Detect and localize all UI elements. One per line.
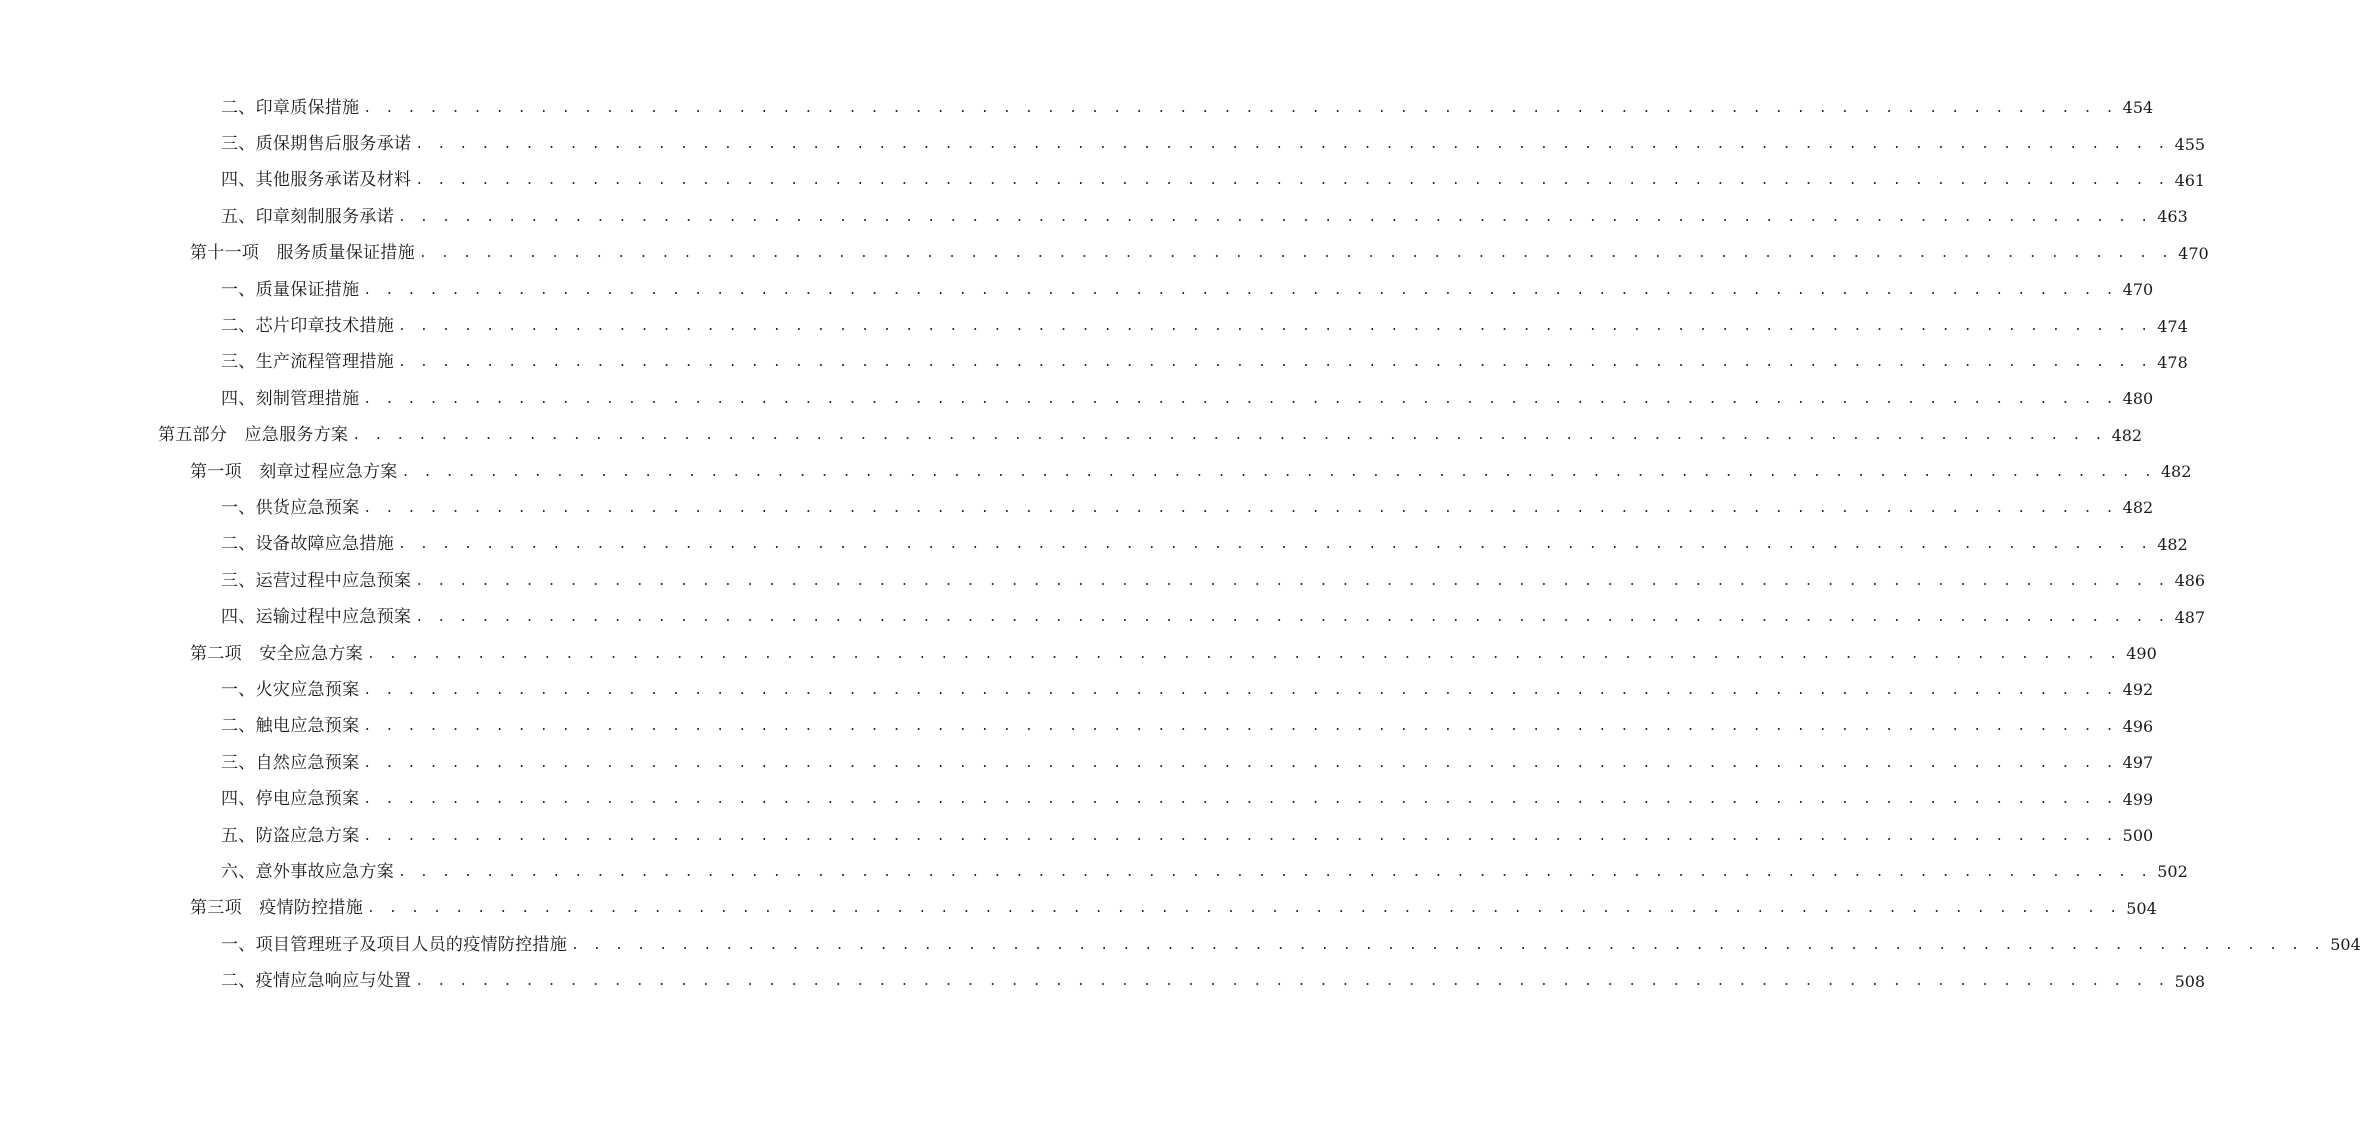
toc-entry-page-number: 461 [2174,170,2206,190]
toc-entry-page-number: 497 [2122,753,2154,773]
toc-entry[interactable] [0,781,2154,817]
toc-entry[interactable] [0,454,2192,490]
toc-dot-leader: . . . . . . . . . . . . . . . . . . . . . . . . . . . . . . . . . . . . . . . . . . . . . . . . . . . . . . . . . . . . . . . . . . . . . . . . . . . . . . . . [398,355,2152,371]
toc-entry-page-number: 499 [2122,789,2154,809]
toc-entry-title: 四、运输过程中应急预案 [221,607,412,628]
toc-dot-leader: . . . . . . . . . . . . . . . . . . . . . . . . . . . . . . . . . . . . . . . . . . . . . . . . . . . . . . . . . . . . . . . . . . . . . . . . . . . . . . . . [367,901,2121,917]
toc-entry-title: 四、刻制管理措施 [221,388,360,409]
toc-entry-page-number: 454 [2122,98,2154,118]
toc-entry-title: 二、触电应急预案 [221,716,360,737]
toc-entry-title: 五、印章刻制服务承诺 [221,206,394,227]
toc-entry-title: 四、停电应急预案 [221,789,360,810]
toc-entry-page-number: 500 [2122,826,2154,845]
toc-dot-leader: . . . . . . . . . . . . . . . . . . . . . . . . . . . . . . . . . . . . . . . . . . . . . . . . . . . . . . . . . . . . . . . . . . . . . . . . . . . . . . . . [363,828,2117,844]
toc-entry-title: 三、运营过程中应急预案 [221,570,412,591]
toc-entry[interactable] [0,963,2206,999]
toc-dot-leader: . . . . . . . . . . . . . . . . . . . . . . . . . . . . . . . . . . . . . . . . . . . . . . . . . . . . . . . . . . . . . . . . . . . . . . . . . . . . . . . . [363,282,2117,298]
toc-entry-title: 三、自然应急预案 [221,752,360,773]
toc-entry[interactable] [0,126,2206,162]
toc-dot-leader: . . . . . . . . . . . . . . . . . . . . . . . . . . . . . . . . . . . . . . . . . . . . . . . . . . . . . . . . . . . . . . . . . . . . . . . . . . . . . . . . [398,537,2152,553]
toc-entry-page-number: 480 [2122,389,2154,409]
toc-entry-title: 一、质量保证措施 [221,279,360,300]
toc-entry-page-number: 463 [2157,207,2188,227]
toc-entry[interactable] [0,345,2188,381]
toc-entry-title: 二、印章质保措施 [221,97,360,118]
toc-entry-title: 三、生产流程管理措施 [221,352,394,373]
toc-entry-title: 第二项 安全应急方案 [190,643,363,664]
toc-entry-title: 二、疫情应急响应与处置 [221,971,412,992]
toc-entry-page-number: 482 [2157,534,2188,554]
toc-entry-title: 五、防盗应急方案 [221,825,360,846]
toc-entry-page-number: 474 [2157,316,2188,336]
toc-entry-page-number: 482 [2160,462,2192,482]
toc-dot-leader: . . . . . . . . . . . . . . . . . . . . . . . . . . . . . . . . . . . . . . . . . . . . . . . . . . . . . . . . . . . . . . . . . . . . . . . . . . . . . . . . [415,173,2169,189]
toc-entry[interactable] [0,236,2209,272]
toc-dot-leader: . . . . . . . . . . . . . . . . . . . . . . . . . . . . . . . . . . . . . . . . . . . . . . . . . . . . . . . . . . . . . . . . . . . . . . . . . . . . . . . . [363,391,2117,407]
toc-dot-leader: . . . . . . . . . . . . . . . . . . . . . . . . . . . . . . . . . . . . . . . . . . . . . . . . . . . . . . . . . . . . . . . . . . . . . . . . . . . . . . . . [415,137,2169,153]
toc-entry[interactable] [0,418,2143,454]
toc-entry[interactable] [0,599,2206,635]
toc-entry[interactable] [0,709,2154,745]
toc-entry-page-number: 502 [2157,862,2188,882]
toc-entry-title: 一、供货应急预案 [221,497,360,518]
toc-entry[interactable] [0,854,2188,890]
toc-entry-page-number: 486 [2174,571,2206,591]
toc-dot-leader: . . . . . . . . . . . . . . . . . . . . . . . . . . . . . . . . . . . . . . . . . . . . . . . . . . . . . . . . . . . . . . . . . . . . . . . . . . . . . . . . [398,319,2152,335]
toc-entry-title: 第十一项 服务质量保证措施 [190,243,415,264]
toc-entry-page-number: 496 [2122,716,2154,736]
toc-dot-leader: . . . . . . . . . . . . . . . . . . . . . . . . . . . . . . . . . . . . . . . . . . . . . . . . . . . . . . . . . . . . . . . . . . . . . . . . . . . . . . . . [418,246,2173,262]
toc-dot-leader: . . . . . . . . . . . . . . . . . . . . . . . . . . . . . . . . . . . . . . . . . . . . . . . . . . . . . . . . . . . . . . . . . . . . . . . . . . . . . . . . [367,646,2121,662]
toc-entry[interactable] [0,672,2154,708]
toc-entry[interactable] [0,527,2188,563]
toc-entry-title: 一、火灾应急预案 [221,679,360,700]
toc-entry-page-number: 482 [2111,425,2143,445]
toc-entry-page-number: 487 [2174,607,2206,627]
toc-entry-title: 六、意外事故应急方案 [221,861,394,882]
toc-dot-leader: . . . . . . . . . . . . . . . . . . . . . . . . . . . . . . . . . . . . . . . . . . . . . . . . . . . . . . . . . . . . . . . . . . . . . . . . . . . . . . . . [363,755,2117,771]
toc-entry[interactable] [0,308,2188,344]
toc-entry-page-number: 508 [2174,971,2206,991]
toc-entry-title: 三、质保期售后服务承诺 [221,134,412,155]
toc-entry[interactable] [0,927,2361,963]
toc-entry-page-number: 470 [2122,280,2154,300]
toc-dot-leader: . . . . . . . . . . . . . . . . . . . . . . . . . . . . . . . . . . . . . . . . . . . . . . . . . . . . . . . . . . . . . . . . . . . . . . . . . . . . . . . . [363,719,2117,735]
toc-entry-page-number: 455 [2174,134,2206,154]
toc-dot-leader: . . . . . . . . . . . . . . . . . . . . . . . . . . . . . . . . . . . . . . . . . . . . . . . . . . . . . . . . . . . . . . . . . . . . . . . . . . . . . . . . [571,937,2325,953]
table-of-contents [0,90,2361,1000]
toc-entry[interactable] [0,563,2206,599]
toc-entry[interactable] [0,818,2154,854]
toc-dot-leader: . . . . . . . . . . . . . . . . . . . . . . . . . . . . . . . . . . . . . . . . . . . . . . . . . . . . . . . . . . . . . . . . . . . . . . . . . . . . . . . . [398,864,2152,880]
toc-dot-leader: . . . . . . . . . . . . . . . . . . . . . . . . . . . . . . . . . . . . . . . . . . . . . . . . . . . . . . . . . . . . . . . . . . . . . . . . . . . . . . . . [415,573,2169,589]
toc-dot-leader: . . . . . . . . . . . . . . . . . . . . . . . . . . . . . . . . . . . . . . . . . . . . . . . . . . . . . . . . . . . . . . . . . . . . . . . . . . . . . . . . [363,500,2117,516]
toc-entry[interactable] [0,381,2154,417]
toc-entry-page-number: 478 [2157,352,2188,372]
toc-entry-title: 一、项目管理班子及项目人员的疫情防控措施 [221,934,567,955]
toc-dot-leader: . . . . . . . . . . . . . . . . . . . . . . . . . . . . . . . . . . . . . . . . . . . . . . . . . . . . . . . . . . . . . . . . . . . . . . . . . . . . . . . . [401,464,2155,480]
toc-entry-page-number: 504 [2330,935,2361,955]
toc-entry-title: 第三项 疫情防控措施 [190,898,363,919]
toc-entry-title: 四、其他服务承诺及材料 [221,170,412,191]
toc-dot-leader: . . . . . . . . . . . . . . . . . . . . . . . . . . . . . . . . . . . . . . . . . . . . . . . . . . . . . . . . . . . . . . . . . . . . . . . . . . . . . . . . [415,974,2169,990]
toc-entry-title: 二、设备故障应急措施 [221,534,394,555]
toc-entry[interactable] [0,90,2154,126]
toc-entry[interactable] [0,636,2157,672]
toc-dot-leader: . . . . . . . . . . . . . . . . . . . . . . . . . . . . . . . . . . . . . . . . . . . . . . . . . . . . . . . . . . . . . . . . . . . . . . . . . . . . . . . . [398,209,2152,225]
toc-entry[interactable] [0,891,2157,927]
toc-entry-page-number: 492 [2122,680,2154,700]
toc-entry[interactable] [0,745,2154,781]
toc-entry[interactable] [0,490,2154,526]
toc-dot-leader: . . . . . . . . . . . . . . . . . . . . . . . . . . . . . . . . . . . . . . . . . . . . . . . . . . . . . . . . . . . . . . . . . . . . . . . . . . . . . . . . [415,610,2169,626]
toc-dot-leader: . . . . . . . . . . . . . . . . . . . . . . . . . . . . . . . . . . . . . . . . . . . . . . . . . . . . . . . . . . . . . . . . . . . . . . . . . . . . . . . . [363,792,2117,808]
toc-dot-leader: . . . . . . . . . . . . . . . . . . . . . . . . . . . . . . . . . . . . . . . . . . . . . . . . . . . . . . . . . . . . . . . . . . . . . . . . . . . . . . . . [363,100,2117,116]
toc-entry[interactable] [0,272,2154,308]
toc-entry-page-number: 470 [2178,243,2209,263]
toc-entry[interactable] [0,199,2188,235]
toc-dot-leader: . . . . . . . . . . . . . . . . . . . . . . . . . . . . . . . . . . . . . . . . . . . . . . . . . . . . . . . . . . . . . . . . . . . . . . . . . . . . . . . . [363,682,2117,698]
toc-entry-page-number: 504 [2126,898,2157,918]
toc-entry-page-number: 482 [2122,498,2154,518]
toc-entry[interactable] [0,163,2206,199]
toc-entry-page-number: 490 [2126,644,2157,664]
toc-dot-leader: . . . . . . . . . . . . . . . . . . . . . . . . . . . . . . . . . . . . . . . . . . . . . . . . . . . . . . . . . . . . . . . . . . . . . . . . . . . . . . . . [352,428,2106,444]
toc-entry-title: 第一项 刻章过程应急方案 [190,461,398,482]
toc-entry-title: 第五部分 应急服务方案 [158,425,349,446]
toc-entry-title: 二、芯片印章技术措施 [221,316,394,337]
